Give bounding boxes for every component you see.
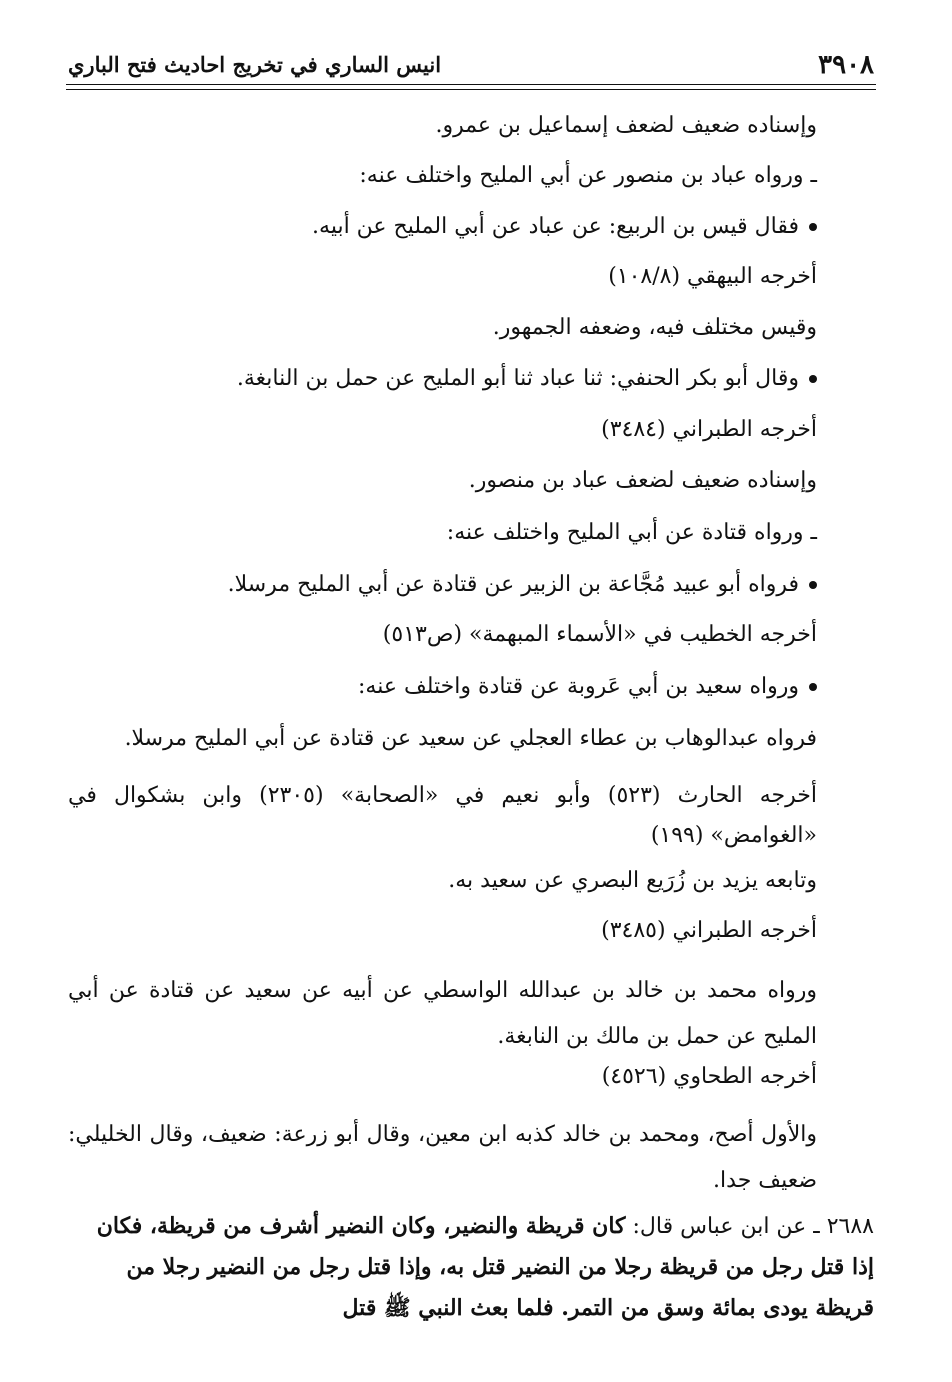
body-line: وقيس مختلف فيه، وضعفه الجمهور.: [492, 315, 817, 340]
body-line: وتابعه يزيد بن زُرَيع البصري عن سعيد به.: [448, 868, 817, 893]
body-line-text: فقال قيس بن الربيع: عن عباد عن أبي المليح عن أبيه.: [312, 214, 799, 239]
body-line: أخرجه الطبراني (٣٤٨٥): [601, 918, 817, 943]
bullet-icon: [809, 223, 817, 231]
body-line: ـ ورواه عباد بن منصور عن أبي المليح واختلف عنه:: [359, 163, 817, 188]
body-line: أخرجه الطحاوي (٤٥٢٦): [601, 1064, 817, 1089]
header-rule-top: [66, 84, 876, 85]
hadith-number: ٢٦٨٨: [826, 1214, 874, 1239]
body-line-text: وقال أبو بكر الحنفي: ثنا عباد ثنا أبو المليح عن حمل بن النابغة.: [236, 366, 799, 391]
body-line: ـ ورواه قتادة عن أبي المليح واختلف عنه:: [446, 520, 817, 545]
bullet-icon: [809, 683, 817, 691]
body-paragraph: ورواه محمد بن خالد بن عبدالله الواسطي عن أبيه عن سعيد عن قتادة عن أبي المليح عن حمل بن مالك بن النابغة.: [68, 978, 817, 1049]
body-line: [312, 214, 817, 239]
hadith-entry: [68, 1206, 874, 1329]
running-header: [68, 46, 874, 86]
body-line: وإسناده ضعيف لضعف عباد بن منصور.: [468, 468, 817, 493]
body-line: [228, 572, 817, 597]
bullet-icon: [809, 581, 817, 589]
body-paragraph: والأول أصح، ومحمد بن خالد كذبه ابن معين، وقال أبو زرعة: ضعيف، وقال الخليلي: ضعيف جدا.: [68, 1122, 817, 1193]
body-line: فرواه عبدالوهاب بن عطاء العجلي عن سعيد عن قتادة عن أبي المليح مرسلا.: [124, 726, 817, 751]
body-line: أخرجه الطبراني (٣٤٨٤): [601, 417, 817, 442]
header-rule-bottom: [66, 89, 876, 90]
body-line: أخرجه البيهقي (١٠٨/٨): [608, 264, 817, 289]
body-line: أخرجه الخطيب في «الأسماء المبهمة» (ص٥١٣): [382, 622, 817, 647]
page-number: ٣٩٠٨: [818, 50, 874, 80]
body-line: [358, 674, 817, 699]
running-title: انيس الساري في تخريج احاديث فتح الباري: [68, 52, 442, 77]
body-paragraph: أخرجه الحارث (٥٢٣) وأبو نعيم في «الصحابة» (٢٣٠٥) وابن بشكوال في «الغوامض» (١٩٩): [68, 783, 817, 848]
hadith-intro: ـ عن ابن عباس قال:: [632, 1214, 820, 1239]
bullet-icon: [809, 375, 817, 383]
body-line-text: فرواه أبو عبيد مُجَّاعة بن الزبير عن قتادة عن أبي المليح مرسلا.: [227, 572, 799, 597]
body-line: وإسناده ضعيف لضعف إسماعيل بن عمرو.: [435, 113, 817, 138]
hadith-text: كان قريظة والنضير، وكان النضير أشرف من قريظة، فكان إذا قتل رجل من قريظة رجلا من النضير قتل به، وإذا قتل رجل من النضير رجلا من قريظة يودى بمائة وسق من التمر. فلما بعث النبي ﷺ قتل: [96, 1213, 874, 1321]
body-line: [237, 366, 817, 391]
body-line-text: ورواه سعيد بن أبي عَروبة عن قتادة واختلف عنه:: [358, 674, 799, 699]
